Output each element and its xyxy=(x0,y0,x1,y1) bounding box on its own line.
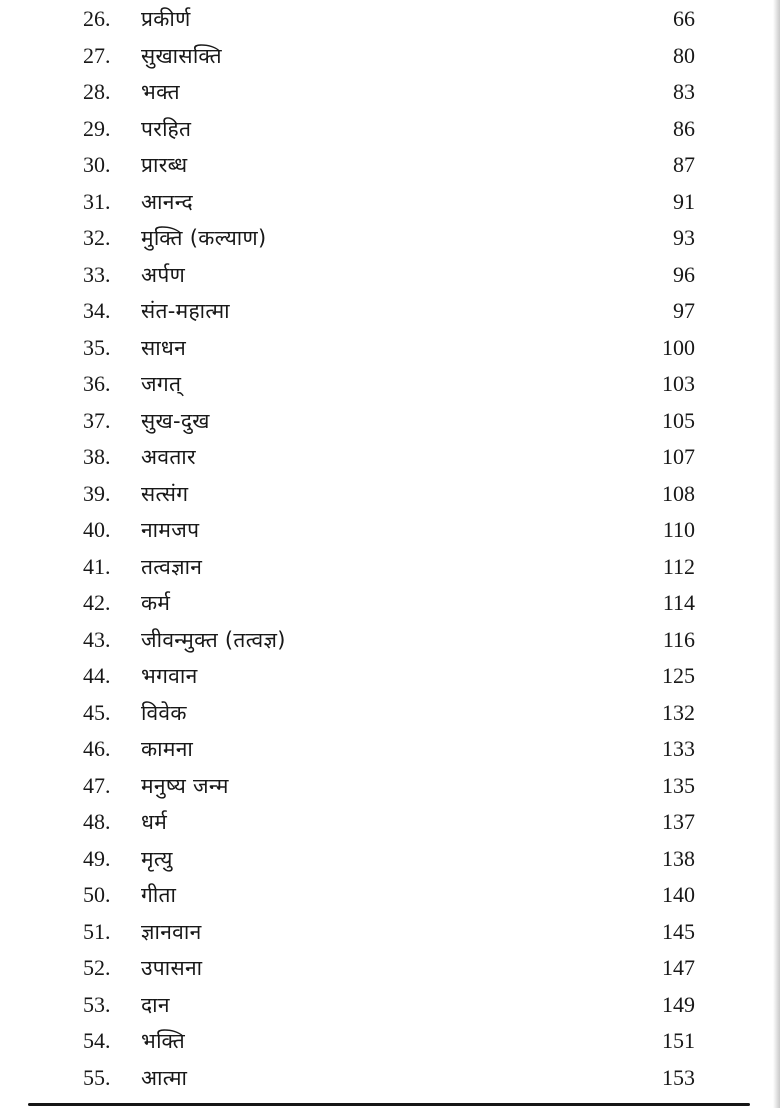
toc-entry-page: 80 xyxy=(673,42,695,68)
toc-entry-page: 103 xyxy=(662,371,695,396)
toc-entry-number: 45. xyxy=(83,699,111,725)
toc-row xyxy=(0,480,780,517)
toc-row xyxy=(0,808,780,845)
toc-entry-title: जगत् xyxy=(141,372,182,396)
toc-entry-title: अवतार xyxy=(141,445,196,469)
toc-entry-title: कर्म xyxy=(141,591,171,615)
toc-row xyxy=(0,297,780,334)
toc-entry-page: 114 xyxy=(662,590,695,615)
toc-entry-number: 54. xyxy=(83,1028,111,1053)
toc-row xyxy=(0,42,780,79)
toc-entry-number: 35. xyxy=(83,334,111,360)
toc-entry-title: प्रकीर्ण xyxy=(141,7,191,31)
toc-row xyxy=(0,407,780,444)
toc-entry-title: विवेक xyxy=(141,700,187,725)
toc-entry-number: 28. xyxy=(83,79,111,104)
toc-entry-page: 149 xyxy=(662,991,695,1017)
toc-entry-page: 83 xyxy=(673,79,695,104)
table-of-contents xyxy=(0,5,780,1100)
toc-entry-title: तत्वज्ञान xyxy=(141,554,203,579)
toc-entry-page: 108 xyxy=(662,480,695,506)
toc-entry-page: 86 xyxy=(673,115,695,141)
toc-entry-page: 116 xyxy=(662,626,695,652)
toc-entry-number: 52. xyxy=(83,955,111,980)
toc-entry-number: 32. xyxy=(83,225,111,250)
toc-entry-title: धर्म xyxy=(141,810,168,834)
toc-entry-title: आनन्द xyxy=(141,189,193,214)
toc-entry-title: गीता xyxy=(141,883,177,907)
toc-row xyxy=(0,772,780,809)
toc-entry-title: साधन xyxy=(141,335,187,360)
toc-row xyxy=(0,188,780,225)
toc-entry-title: मृत्यु xyxy=(141,846,173,871)
toc-entry-page: 100 xyxy=(662,334,695,360)
toc-row xyxy=(0,589,780,626)
toc-entry-number: 40. xyxy=(83,517,111,542)
toc-entry-page: 87 xyxy=(673,152,695,177)
toc-row xyxy=(0,735,780,772)
toc-row xyxy=(0,370,780,407)
toc-entry-page: 112 xyxy=(662,553,695,579)
toc-entry-title: दान xyxy=(141,992,170,1017)
toc-entry-page: 93 xyxy=(673,225,695,250)
toc-entry-number: 50. xyxy=(83,882,111,907)
toc-entry-number: 26. xyxy=(83,6,111,31)
toc-row xyxy=(0,626,780,663)
toc-row xyxy=(0,5,780,42)
toc-entry-number: 37. xyxy=(83,407,111,433)
toc-entry-number: 53. xyxy=(83,991,111,1017)
toc-entry-number: 43. xyxy=(83,626,111,652)
toc-row xyxy=(0,78,780,115)
toc-entry-number: 33. xyxy=(83,261,111,287)
toc-entry-page: 138 xyxy=(662,845,695,871)
toc-row xyxy=(0,334,780,371)
toc-entry-number: 55. xyxy=(83,1064,111,1090)
toc-entry-page: 66 xyxy=(673,6,695,31)
toc-row xyxy=(0,516,780,553)
toc-entry-title: सुख-दुख xyxy=(141,408,210,433)
toc-entry-number: 46. xyxy=(83,736,111,761)
toc-entry-number: 31. xyxy=(83,188,111,214)
toc-row xyxy=(0,991,780,1028)
toc-entry-number: 41. xyxy=(83,553,111,579)
toc-row xyxy=(0,151,780,188)
toc-row xyxy=(0,881,780,918)
toc-entry-title: प्रारब्ध xyxy=(141,153,188,177)
toc-row xyxy=(0,443,780,480)
toc-row xyxy=(0,261,780,298)
scan-edge-right xyxy=(773,0,780,1108)
toc-row xyxy=(0,954,780,991)
toc-entry-title: भक्त xyxy=(141,80,180,104)
toc-entry-number: 49. xyxy=(83,845,111,871)
toc-row xyxy=(0,224,780,261)
toc-entry-number: 51. xyxy=(83,918,111,944)
toc-entry-page: 107 xyxy=(662,444,695,469)
toc-entry-page: 145 xyxy=(662,918,695,944)
toc-entry-title: मनुष्य जन्म xyxy=(141,773,229,798)
toc-entry-page: 110 xyxy=(662,517,695,542)
toc-row xyxy=(0,1027,780,1064)
toc-entry-number: 47. xyxy=(83,772,111,798)
toc-entry-title: आत्मा xyxy=(141,1065,188,1090)
toc-entry-title: नामजप xyxy=(141,518,200,542)
toc-entry-number: 42. xyxy=(83,590,111,615)
toc-entry-number: 34. xyxy=(83,298,111,323)
toc-entry-title: संत-महात्मा xyxy=(141,299,230,323)
toc-entry-title: सत्संग xyxy=(141,481,189,506)
toc-entry-page: 140 xyxy=(662,882,695,907)
toc-entry-number: 48. xyxy=(83,809,111,834)
toc-row xyxy=(0,699,780,736)
toc-row xyxy=(0,1064,780,1101)
toc-entry-page: 137 xyxy=(662,809,695,834)
toc-row xyxy=(0,845,780,882)
toc-entry-page: 91 xyxy=(673,188,695,214)
toc-row xyxy=(0,115,780,152)
toc-entry-page: 133 xyxy=(662,736,695,761)
toc-entry-number: 30. xyxy=(83,152,111,177)
toc-entry-title: भक्ति xyxy=(141,1029,186,1053)
toc-entry-number: 39. xyxy=(83,480,111,506)
toc-entry-page: 153 xyxy=(662,1064,695,1090)
toc-entry-number: 27. xyxy=(83,42,111,68)
toc-entry-title: मुक्ति (कल्याण) xyxy=(141,226,267,250)
toc-entry-page: 132 xyxy=(662,699,695,725)
toc-entry-number: 36. xyxy=(83,371,111,396)
toc-entry-title: जीवन्मुक्त (तत्वज्ञ) xyxy=(141,627,286,652)
toc-entry-number: 29. xyxy=(83,115,111,141)
toc-row xyxy=(0,553,780,590)
scan-edge-bottom xyxy=(28,1103,750,1106)
toc-entry-page: 105 xyxy=(662,407,695,433)
toc-entry-title: उपासना xyxy=(141,956,203,980)
toc-entry-title: भगवान xyxy=(141,664,198,688)
toc-entry-title: परहित xyxy=(141,116,192,141)
toc-entry-title: अर्पण xyxy=(141,262,186,287)
toc-row xyxy=(0,918,780,955)
toc-entry-number: 38. xyxy=(83,444,111,469)
toc-entry-title: कामना xyxy=(141,737,194,761)
toc-entry-page: 135 xyxy=(662,772,695,798)
toc-entry-page: 151 xyxy=(662,1028,695,1053)
toc-entry-page: 147 xyxy=(662,955,695,980)
toc-row xyxy=(0,662,780,699)
toc-entry-number: 44. xyxy=(83,663,111,688)
toc-entry-page: 125 xyxy=(662,663,695,688)
toc-entry-page: 97 xyxy=(673,298,695,323)
toc-entry-page: 96 xyxy=(673,261,695,287)
toc-entry-title: ज्ञानवान xyxy=(141,919,202,944)
toc-entry-title: सुखासक्ति xyxy=(141,43,222,68)
